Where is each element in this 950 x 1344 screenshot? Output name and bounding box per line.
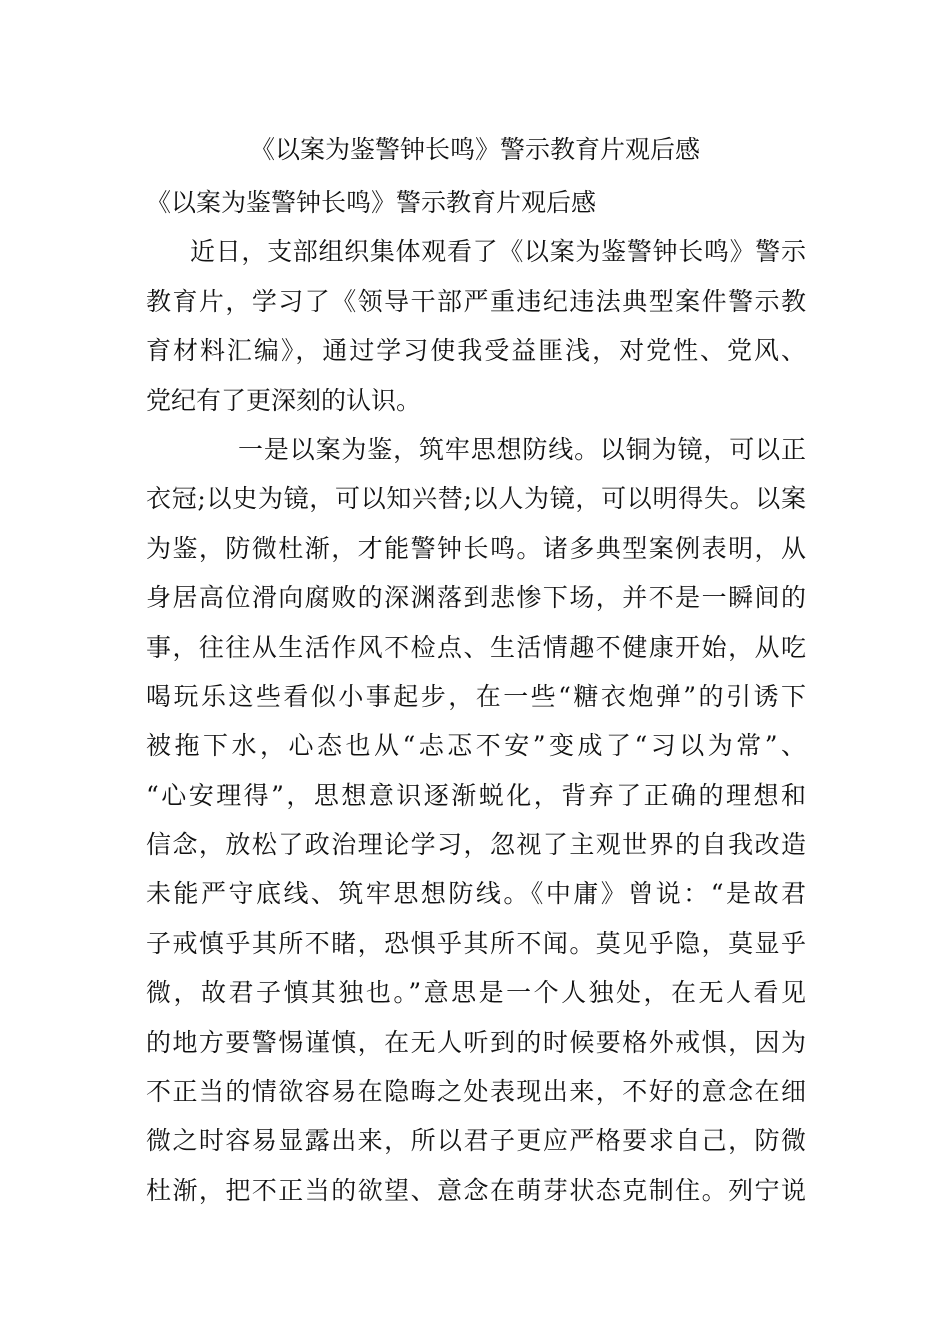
- document-title: 《以案为鉴警钟长鸣》警示教育片观后感: [249, 135, 700, 164]
- paragraph-2-line: 微之时容易显露出来，所以君子更应严格要求自己，防微: [146, 1126, 806, 1156]
- paragraph-2-line: 信念，放松了政治理论学习，忽视了主观世界的自我改造: [146, 830, 806, 860]
- paragraph-2-line: 身居高位滑向腐败的深渊落到悲惨下场，并不是一瞬间的: [146, 583, 806, 613]
- paragraph-2-line: 微，故君子慎其独也。”意思是一个人独处，在无人看见: [146, 978, 806, 1008]
- paragraph-1-line: 党纪有了更深刻的认识。: [146, 385, 422, 415]
- paragraph-2-line: 子戒慎乎其所不睹，恐惧乎其所不闻。莫见乎隐，莫显乎: [146, 928, 806, 958]
- paragraph-2-line: 喝玩乐这些看似小事起步，在一些“糖衣炮弹”的引诱下: [146, 681, 806, 711]
- paragraph-1-line: 近日，支部组织集体观看了《以案为鉴警钟长鸣》警示: [190, 237, 806, 267]
- document-body: [146, 178, 806, 1215]
- paragraph-2-line: 被拖下水，心态也从“忐忑不安”变成了“习以为常”、: [146, 731, 806, 761]
- paragraph-2-line: 的地方要警惕谨慎，在无人听到的时候要格外戒惧，因为: [146, 1027, 806, 1057]
- paragraph-2-line: 事，往往从生活作风不检点、生活情趣不健康开始，从吃: [146, 632, 806, 662]
- paragraph-2-line: 杜渐，把不正当的欲望、意念在萌芽状态克制住。列宁说: [146, 1175, 806, 1205]
- paragraph-2-line: 为鉴，防微杜渐，才能警钟长鸣。诸多典型案例表明，从: [146, 533, 806, 563]
- document-subtitle: 《以案为鉴警钟长鸣》警示教育片观后感: [146, 188, 597, 217]
- paragraph-2-line: 不正当的情欲容易在隐晦之处表现出来，不好的意念在细: [146, 1077, 806, 1107]
- paragraph-2-line: “心安理得”，思想意识逐渐蜕化，背弃了正确的理想和: [146, 780, 806, 810]
- paragraph-2-line: 一是以案为鉴，筑牢思想防线。以铜为镜，可以正: [238, 434, 806, 464]
- paragraph-2-line: 衣冠;以史为镜，可以知兴替;以人为镜，可以明得失。以案: [146, 484, 806, 514]
- paragraph-2-line: 未能严守底线、筑牢思想防线。《中庸》曾说：“是故君: [146, 879, 806, 909]
- paragraph-1-line: 育材料汇编》，通过学习使我受益匪浅，对党性、党风、: [146, 336, 806, 366]
- paragraph-1-line: 教育片，学习了《领导干部严重违纪违法典型案件警示教: [146, 286, 806, 316]
